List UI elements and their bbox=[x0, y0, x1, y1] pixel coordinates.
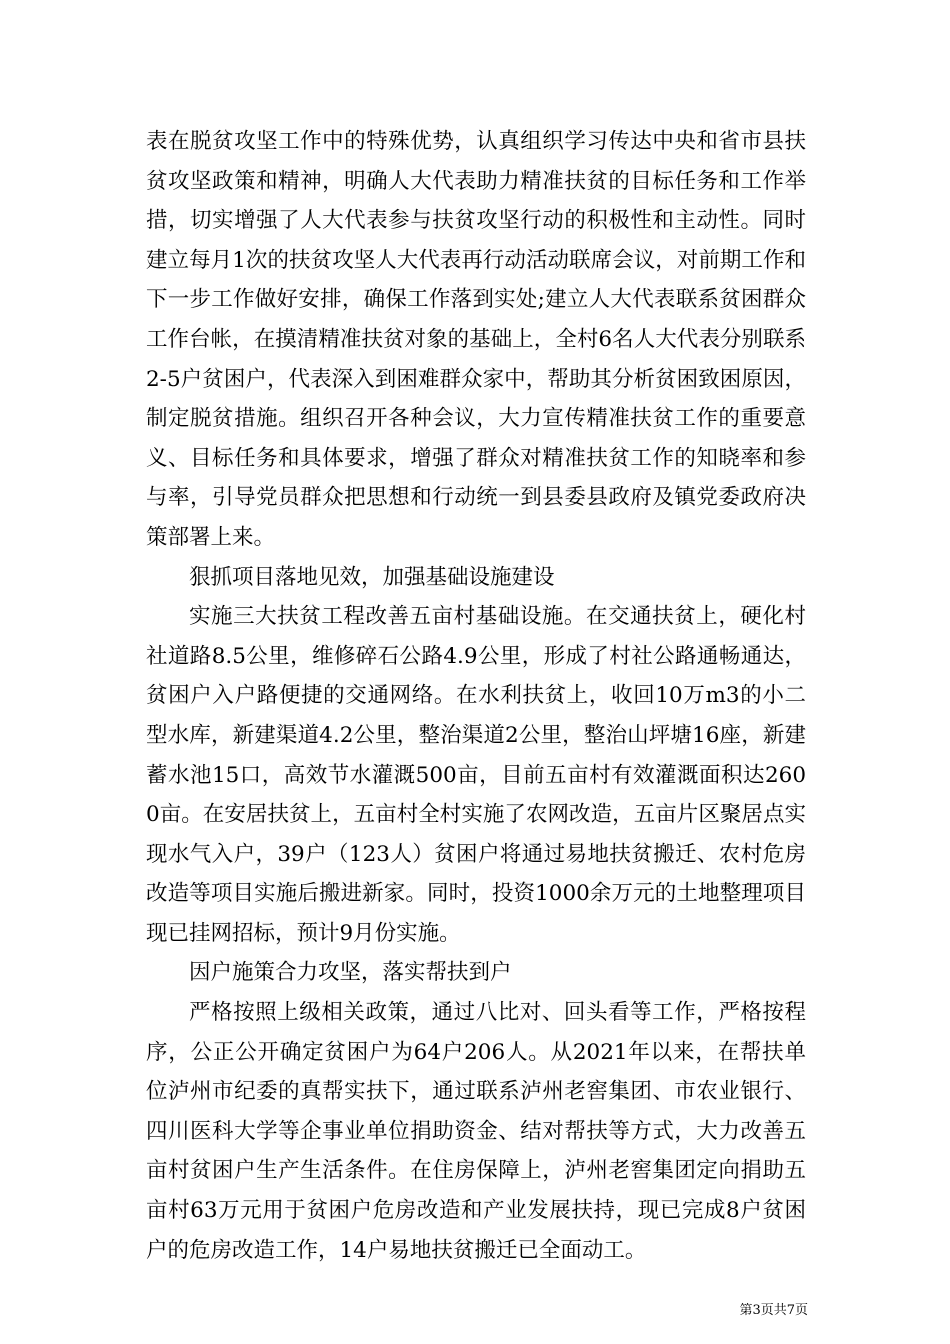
document-body bbox=[146, 122, 806, 1270]
page-number-footer: 第3页共7页 bbox=[739, 1303, 808, 1318]
paragraph-household-support: 严格按照上级相关政策，通过八比对、回头看等工作，严格按程序，公正公开确定贫困户为64户206人。从2021年以来，在帮扶单位泸州市纪委的真帮实扶下，通过联系泸州老窖集团、市农业银行、四川医科大学等企事业单位捐助资金、结对帮扶等方式，大力改善五亩村贫困户生产生活条件。在住房保障上，泸州老窖集团定向捐助五亩村63万元用于贫困户危房改造和产业发展扶持，现已完成8户贫困户的危房改造工作，14户易地扶贫搬迁已全面动工。 bbox=[146, 1000, 806, 1263]
paragraph-infrastructure: 实施三大扶贫工程改善五亩村基础设施。在交通扶贫上，硬化村社道路8.5公里，维修碎石公路4.9公里，形成了村社公路通畅通达，贫困户入户路便捷的交通网络。在水利扶贫上，收回10万m3的小二型水库，新建渠道4.2公里，整治渠道2公里，整治山坪塘16座，新建蓄水池15口，高效节水灌溉500亩，目前五亩村有效灌溉面积达2600亩。在安居扶贫上，五亩村全村实施了农网改造，五亩片区聚居点实现水气入户，39户（123人）贫困户将通过易地扶贫搬迁、农村危房改造等项目实施后搬进新家。同时，投资1000余万元的土地整理项目现已挂网招标，预计9月份实施。 bbox=[146, 604, 806, 946]
paragraph-continuation: 表在脱贫攻坚工作中的特殊优势，认真组织学习传达中央和省市县扶贫攻坚政策和精神，明确人大代表助力精准扶贫的目标任务和工作举措，切实增强了人大代表参与扶贫攻坚行动的积极性和主动性。同时建立每月1次的扶贫攻坚人大代表再行动活动联席会议，对前期工作和下一步工作做好安排，确保工作落到实处;建立人大代表联系贫困群众工作台帐，在摸清精准扶贫对象的基础上，全村6名人大代表分别联系2-5户贫困户，代表深入到困难群众家中，帮助其分析贫困致困原因，制定脱贫措施。组织召开各种会议，大力宣传精准扶贫工作的重要意义、目标任务和具体要求，增强了群众对精准扶贫工作的知晓率和参与率，引导党员群众把思想和行动统一到县委县政府及镇党委政府决策部署上来。 bbox=[146, 129, 806, 550]
section-heading-household-support: 因户施策合力攻坚，落实帮扶到户 bbox=[189, 960, 512, 986]
section-heading-projects: 狠抓项目落地见效，加强基础设施建设 bbox=[189, 564, 555, 590]
